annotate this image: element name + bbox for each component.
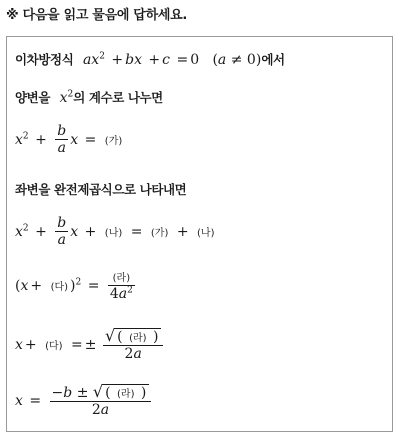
blank-ra: (라) bbox=[129, 333, 147, 344]
divide-step-line: 양변을 $x^2$의 계수로 나누면 bbox=[15, 89, 163, 106]
complete-square-equation: $x^2$ + $\frac{b}{a}$ x + (나) = (가) + (나) bbox=[15, 215, 215, 249]
blank-ra: (라) bbox=[117, 389, 135, 400]
complete-square-label: 좌변을 완전제곱식으로 나타내면 bbox=[15, 182, 187, 197]
blank-da: (다) bbox=[50, 281, 69, 293]
quadratic-equation: $ax^2$ + bx + c = 0 (a ≠ 0) bbox=[82, 51, 262, 68]
squared-form-equation: (x + (다) )$^2$ = $\frac{\text{(라)}}{4a^2}$ bbox=[15, 269, 137, 303]
blank-na: (나) bbox=[104, 227, 123, 239]
blank-na: (나) bbox=[197, 227, 215, 239]
blank-ga: (가) bbox=[150, 227, 169, 239]
instruction-text: ※ 다음을 읽고 물음에 답하세요. bbox=[6, 8, 187, 23]
quadratic-equation-line: 이차방정식 $ax^2$ + bx + c = 0 (a ≠ 0)에서 bbox=[15, 51, 285, 68]
blank-da: (다) bbox=[45, 341, 63, 353]
divided-equation: $x^2$ + $\frac{b}{a}$ x = (가) bbox=[15, 123, 123, 157]
blank-ra: (라) bbox=[112, 273, 131, 284]
problem-box bbox=[6, 36, 393, 432]
quadratic-formula-result: x = $\frac{\text{−b ± √ ( (라) )}}{2a}$ bbox=[15, 383, 153, 419]
blank-ga: (가) bbox=[104, 135, 123, 147]
sqrt-ra: √ ( (라) ) bbox=[93, 383, 150, 401]
sqrt-ra: √ ( (라) ) bbox=[105, 327, 162, 345]
root-equation: x + (다) = ± $\frac{\text{√ ( (라) )}}{2a}$ bbox=[15, 327, 165, 363]
